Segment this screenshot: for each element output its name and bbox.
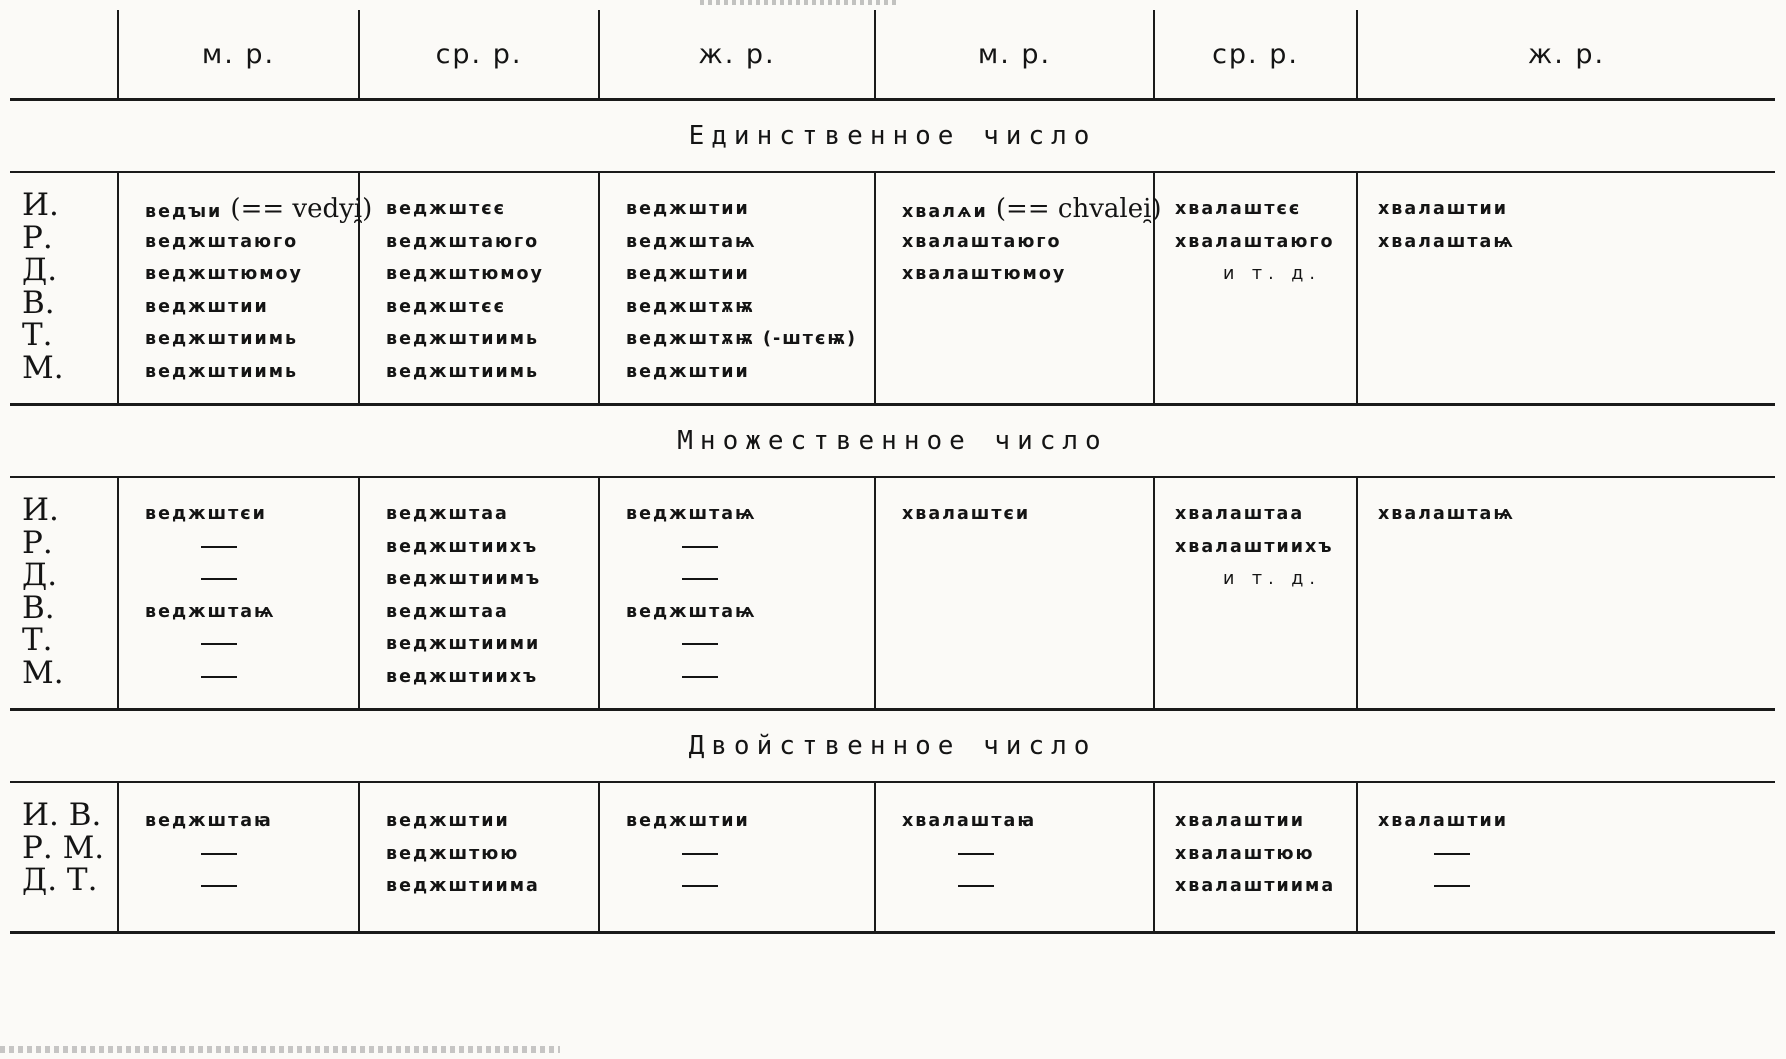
- form-text: веджштѫѭ (-штєѭ): [626, 329, 857, 349]
- form-text: веджштиимь: [386, 329, 540, 349]
- form-text: веджштаа: [386, 504, 509, 524]
- form-cell-row: [902, 193, 1162, 226]
- singular-cases-cell: [10, 172, 118, 405]
- form-text: веджштюмоу: [386, 264, 544, 284]
- form-text: веджштии: [626, 264, 750, 284]
- header-row: [10, 10, 1775, 100]
- case-label: И.: [22, 187, 59, 223]
- case-label: В.: [22, 589, 55, 626]
- dash-line: [201, 546, 237, 548]
- form-text: хвалаштаюго: [1175, 231, 1335, 252]
- dual-neut-1-cell: [359, 782, 599, 933]
- form-text: веджштии: [386, 811, 510, 831]
- form-text: веджштаѩ: [626, 601, 757, 622]
- form-list: [119, 783, 358, 903]
- singular-neut-1-cell: [359, 172, 599, 405]
- form-list: [600, 783, 874, 903]
- form-text: веджштюмоу: [145, 264, 303, 284]
- form-text: веджштии: [626, 199, 750, 219]
- singular-neut-2-cell: [1154, 172, 1357, 405]
- dash-mark: [1378, 870, 1775, 903]
- dash-line: [682, 885, 718, 887]
- dash-line: [1434, 885, 1470, 887]
- dash-line: [682, 578, 718, 580]
- case-label: Т.: [22, 317, 53, 353]
- singular-body-row: [10, 172, 1775, 405]
- plural-fem-1-cell: [599, 477, 875, 710]
- form-text: веджштиими: [386, 634, 541, 654]
- form-text: веджштиимь: [145, 361, 299, 382]
- form-cell-row: [145, 193, 373, 226]
- form-text: хвалаштєи: [902, 504, 1031, 524]
- form-text: хвалаштии: [1378, 811, 1509, 831]
- plural-neut-2-cell: [1154, 477, 1357, 710]
- form-text: хвалаштии: [1175, 811, 1306, 831]
- dash-mark: [626, 563, 874, 596]
- singular-fem-1-cell: [599, 172, 875, 405]
- print-artifact-top: [700, 0, 900, 5]
- plural-neut-1-cell: [359, 477, 599, 710]
- singular-fem-2-cell: [1357, 172, 1775, 405]
- print-artifact-bottom: [0, 1046, 560, 1053]
- form-text: веджштиимь: [386, 361, 540, 382]
- section-plural-title: Множественное число: [10, 405, 1775, 478]
- form-list: [119, 478, 358, 693]
- section-singular-title: Единственное число: [10, 100, 1775, 173]
- form-text: веджштаѩ: [626, 504, 757, 524]
- dash-line: [201, 578, 237, 580]
- header-masc-2: м. р.: [875, 10, 1154, 100]
- dash-line: [958, 885, 994, 887]
- plural-masc-1-cell: [118, 477, 359, 710]
- dual-masc-1-cell: [118, 782, 359, 933]
- section-dual-row: [10, 710, 1775, 783]
- form-text: веджштаꙗ: [145, 811, 273, 831]
- form-text: веджштии: [626, 811, 750, 831]
- form-list: [1358, 783, 1775, 903]
- plural-masc-2-cell: [875, 477, 1154, 710]
- dash-mark: [1378, 838, 1775, 871]
- form-text: хвалаштиихъ: [1175, 536, 1334, 557]
- dash-line: [958, 853, 994, 855]
- form-list: [360, 783, 598, 903]
- case-label: И.: [22, 492, 59, 528]
- form-text: веджштаюго: [386, 231, 540, 252]
- plural-cases-cell: [10, 477, 118, 710]
- case-label: Д.: [22, 557, 58, 593]
- dash-mark: [145, 563, 358, 596]
- form-text: веджштиимъ: [386, 569, 542, 589]
- dash-line: [1434, 853, 1470, 855]
- form-text: веджштии: [626, 361, 750, 382]
- case-label: Р. М.: [22, 829, 105, 866]
- form-text: хвалаштаѩ: [1378, 504, 1515, 524]
- etc-text: и т. д.: [1223, 569, 1321, 589]
- dash-mark: [145, 531, 358, 564]
- case-label: И. В.: [22, 797, 102, 833]
- section-dual-title: Двойственное число: [10, 710, 1775, 783]
- header-neut-2: ср. р.: [1154, 10, 1357, 100]
- form-text: хвалаштии: [1378, 199, 1509, 219]
- form-text: хвалаштаа: [1175, 504, 1305, 524]
- section-singular-row: [10, 100, 1775, 173]
- form-text: веджштюю: [386, 843, 520, 864]
- case-label: Д. Т.: [22, 862, 98, 898]
- dash-line: [201, 853, 237, 855]
- dual-fem-2-cell: [1357, 782, 1775, 933]
- form-text: веджштаюго: [145, 231, 299, 252]
- dash-line: [682, 676, 718, 678]
- case-label: Р.: [22, 219, 53, 256]
- dash-mark: [626, 628, 874, 661]
- section-plural-row: [10, 405, 1775, 478]
- form-text: хвалаштюю: [1175, 843, 1315, 864]
- case-label: Д.: [22, 252, 58, 288]
- header-fem-1: ж. р.: [599, 10, 875, 100]
- dash-mark: [145, 870, 358, 903]
- form-text: хвалаштиима: [1175, 876, 1336, 896]
- dash-mark: [626, 838, 874, 871]
- form-text: хвалаштюмоу: [902, 264, 1067, 284]
- dash-mark: [902, 870, 1153, 903]
- declension-table: [10, 10, 1775, 934]
- form-list: [600, 478, 874, 693]
- header-blank: [10, 10, 118, 100]
- form-list: [876, 478, 1153, 531]
- dash-line: [682, 853, 718, 855]
- singular-masc-1-cell: [118, 172, 373, 405]
- form-text: веджштиима: [386, 876, 540, 896]
- dual-neut-2-cell: [1154, 782, 1357, 933]
- dash-mark: [626, 870, 874, 903]
- etc-text: и т. д.: [1223, 264, 1321, 284]
- dual-body-row: [10, 782, 1775, 933]
- form-text: веджштаа: [386, 601, 509, 622]
- form-text: веджштии: [145, 296, 269, 317]
- header-neut-1: ср. р.: [359, 10, 599, 100]
- case-label: Р.: [22, 524, 53, 561]
- form-text: ведꙑи: [145, 202, 223, 222]
- form-list: [876, 783, 1153, 903]
- form-text: веджштиихъ: [386, 666, 539, 687]
- plural-fem-2-cell: [1357, 477, 1775, 710]
- dash-mark: [145, 838, 358, 871]
- form-list: [360, 478, 598, 693]
- form-list: [1358, 478, 1775, 531]
- form-text: хвалаштаюго: [902, 231, 1062, 252]
- singular-masc-2-cell: [875, 172, 1162, 405]
- form-text: веджштиихъ: [386, 536, 539, 557]
- header-masc-1: м. р.: [118, 10, 359, 100]
- dash-mark: [145, 661, 358, 694]
- form-text: веджштаѩ: [626, 231, 757, 252]
- form-text: хвалаштаꙗ: [902, 811, 1037, 831]
- form-text: веджштєи: [145, 504, 267, 524]
- form-text: веджштиимь: [145, 329, 299, 349]
- dual-cases-cell: [10, 782, 118, 933]
- dash-line: [201, 643, 237, 645]
- plural-body-row: [10, 477, 1775, 710]
- dual-fem-1-cell: [599, 782, 875, 933]
- dash-line: [682, 643, 718, 645]
- form-text: веджштєє: [386, 296, 506, 317]
- form-list: [1155, 783, 1356, 903]
- dash-line: [682, 546, 718, 548]
- dash-mark: [145, 628, 358, 661]
- case-label: В.: [22, 284, 55, 321]
- dash-line: [201, 885, 237, 887]
- form-text: веджштєє: [386, 199, 506, 219]
- case-label: М.: [22, 349, 64, 386]
- dash-mark: [626, 531, 874, 564]
- form-text: веджштаѩ: [145, 601, 276, 622]
- dash-mark: [626, 661, 874, 694]
- dual-masc-2-cell: [875, 782, 1154, 933]
- case-label: М.: [22, 654, 64, 691]
- form-text: веджштѫѭ: [626, 296, 755, 317]
- dash-line: [201, 676, 237, 678]
- case-label: Т.: [22, 622, 53, 658]
- form-text: хвалѧи: [902, 202, 988, 222]
- latin-gloss: (== chvalei̯): [995, 194, 1162, 224]
- form-text: хвалаштаѩ: [1378, 231, 1515, 252]
- latin-gloss: (== vedyi̯): [230, 194, 373, 224]
- header-fem-2: ж. р.: [1357, 10, 1775, 100]
- form-text: хвалаштєє: [1175, 199, 1302, 219]
- dash-mark: [902, 838, 1153, 871]
